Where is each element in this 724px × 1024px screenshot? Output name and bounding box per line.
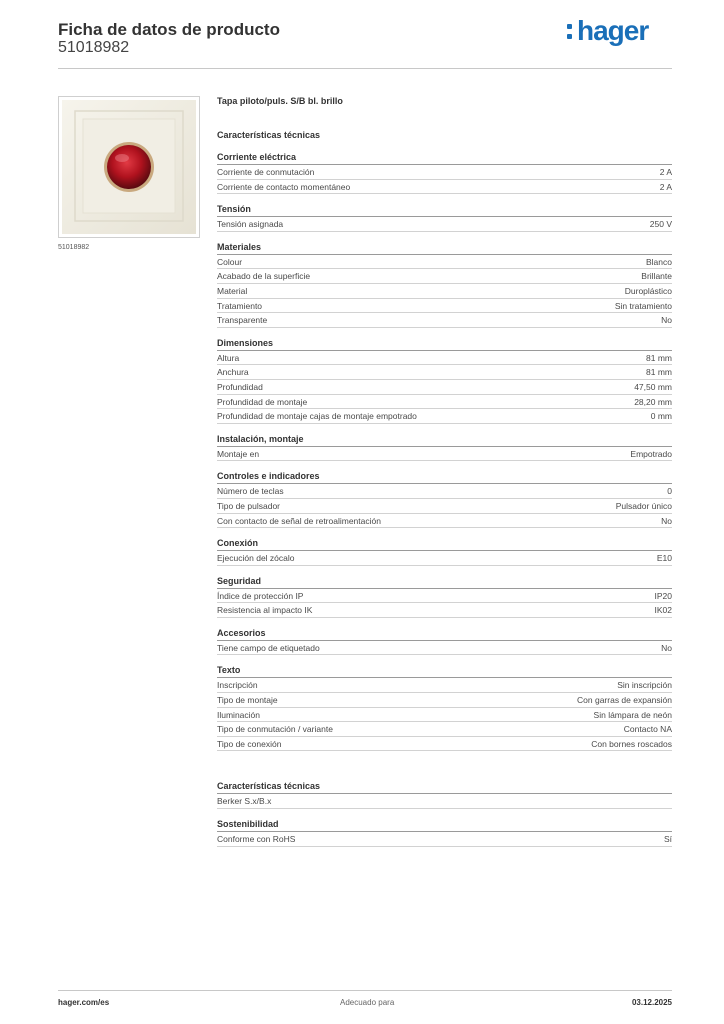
spec-row (217, 180, 672, 195)
spec-label: Número de teclas (217, 486, 284, 497)
spec-value: Duroplástico (624, 285, 672, 296)
spec-value: Blanco (646, 256, 672, 267)
spec-row (217, 409, 672, 424)
product-number: 51018982 (58, 39, 130, 56)
section-title: Seguridad (217, 575, 672, 589)
spec-row (217, 447, 672, 462)
product-image (58, 96, 200, 238)
spec-value: 81 mm (646, 367, 672, 378)
spec-value: 250 V (649, 219, 672, 230)
spec-row (217, 722, 672, 737)
section-title: Corriente eléctrica (217, 151, 672, 165)
spec-label: Acabado de la superficie (217, 271, 311, 282)
spec-value: Sin inscripción (617, 680, 672, 691)
spec-label: Con contacto de señal de retroalimentación (217, 515, 381, 526)
datasheet-content (217, 95, 672, 847)
spec-value: Con garras de expansión (577, 695, 672, 706)
spec-sections (217, 151, 672, 751)
spec-label: Conforme con RoHS (217, 834, 296, 845)
spec-row (217, 737, 672, 752)
spec-value: 2 A (659, 167, 672, 177)
spec-value: IP20 (654, 590, 672, 601)
spec-row (217, 678, 672, 693)
spec-row (217, 365, 672, 380)
spec-value: Sí (663, 834, 672, 845)
spec-value: No (661, 515, 672, 526)
section-gap (217, 751, 672, 771)
section-title: Tensión (217, 203, 672, 217)
spec-label: Índice de protección IP (217, 590, 304, 601)
spec-row (217, 708, 672, 723)
section-title: Materiales (217, 241, 672, 255)
footer-center-text: Adecuado para (340, 998, 395, 1007)
spec-value: Con bornes roscados (591, 738, 672, 749)
spec-row (217, 499, 672, 514)
spec-value: No (661, 642, 672, 653)
image-caption: 51018982 (58, 244, 90, 251)
spec-label: Iluminación (217, 709, 260, 720)
spec-row (217, 693, 672, 708)
spec-value: 81 mm (646, 352, 672, 363)
spec-row (217, 395, 672, 410)
spec-row (217, 589, 672, 604)
section-title: Sostenibilidad (217, 818, 672, 832)
spec-value: Empotrado (630, 448, 672, 459)
logo-text: hager (577, 15, 649, 46)
spec-row (217, 641, 672, 656)
spec-label: Corriente de conmutación (217, 167, 315, 177)
spec-label: Profundidad de montaje (217, 396, 308, 407)
spec-value: 47,50 mm (634, 381, 672, 392)
spec-row (217, 380, 672, 395)
header-divider (58, 68, 672, 69)
spec-label: Berker S.x/B.x (217, 796, 272, 807)
spec-label: Tiene campo de etiquetado (217, 642, 320, 653)
spec-value: 28,20 mm (634, 396, 672, 407)
section-title: Instalación, montaje (217, 433, 672, 447)
page-title: Ficha de datos de producto (58, 20, 280, 39)
spec-label: Material (217, 285, 248, 296)
spec-row (217, 313, 672, 328)
spec-label: Tipo de pulsador (217, 500, 281, 511)
section-title: Conexión (217, 537, 672, 551)
section-title: Texto (217, 664, 672, 678)
product-name: Tapa piloto/puls. S/B bl. brillo (217, 96, 343, 106)
spec-value: No (661, 315, 672, 326)
spec-row (217, 484, 672, 499)
spec-label: Altura (217, 352, 240, 363)
section-title: Controles e indicadores (217, 470, 672, 484)
spec-value: 0 mm (650, 411, 672, 422)
spec-row (217, 603, 672, 618)
spec-label: Profundidad (217, 381, 263, 392)
section-title: Características técnicas (217, 780, 672, 794)
spec-row (217, 514, 672, 529)
logo-dots-icon (567, 15, 575, 47)
spec-label: Corriente de contacto momentáneo (217, 181, 351, 192)
footer-divider (58, 990, 672, 991)
spec-label: Colour (217, 256, 243, 267)
spec-row (217, 269, 672, 284)
section-title: Dimensiones (217, 337, 672, 351)
spec-value: 0 (667, 486, 672, 497)
spec-value: IK02 (654, 605, 672, 616)
spec-value: E10 (656, 553, 672, 564)
spec-label: Anchura (217, 367, 249, 378)
spec-row (217, 284, 672, 299)
spec-label: Ejecución del zócalo (217, 553, 295, 564)
spec-row (217, 217, 672, 232)
spec-value: Sin tratamiento (614, 300, 672, 311)
spec-value: Pulsador único (615, 500, 672, 511)
section-title: Accesorios (217, 627, 672, 641)
spec-row (217, 299, 672, 314)
spec-value: 2 A (659, 181, 672, 192)
characteristics-title: Características técnicas (217, 130, 321, 140)
extra-spec-sections (217, 780, 672, 846)
spec-row (217, 551, 672, 566)
spec-label: Inscripción (217, 680, 258, 691)
spec-row (217, 165, 672, 180)
spec-label: Tipo de montaje (217, 695, 278, 706)
spec-label: Tratamiento (217, 300, 263, 311)
spec-label: Resistencia al impacto IK (217, 605, 313, 616)
hager-logo (567, 15, 648, 47)
spec-label: Tipo de conexión (217, 738, 282, 749)
spec-label: Tensión asignada (217, 219, 284, 230)
spec-label: Tipo de conmutación / variante (217, 724, 333, 735)
footer-website: hager.com/es (58, 998, 110, 1007)
spec-row (217, 255, 672, 270)
spec-label: Profundidad de montaje cajas de montaje empotrado (217, 411, 417, 422)
push-button-plate-icon (59, 97, 199, 237)
footer-date: 03.12.2025 (631, 998, 672, 1007)
spec-value: Sin lámpara de neón (593, 709, 672, 720)
spec-label: Transparente (217, 315, 268, 326)
spec-row (217, 351, 672, 366)
spec-row (217, 794, 672, 809)
spec-value: Contacto NA (623, 724, 672, 735)
spec-value: Brillante (641, 271, 672, 282)
spec-label: Montaje en (217, 448, 260, 459)
spec-row (217, 832, 672, 847)
